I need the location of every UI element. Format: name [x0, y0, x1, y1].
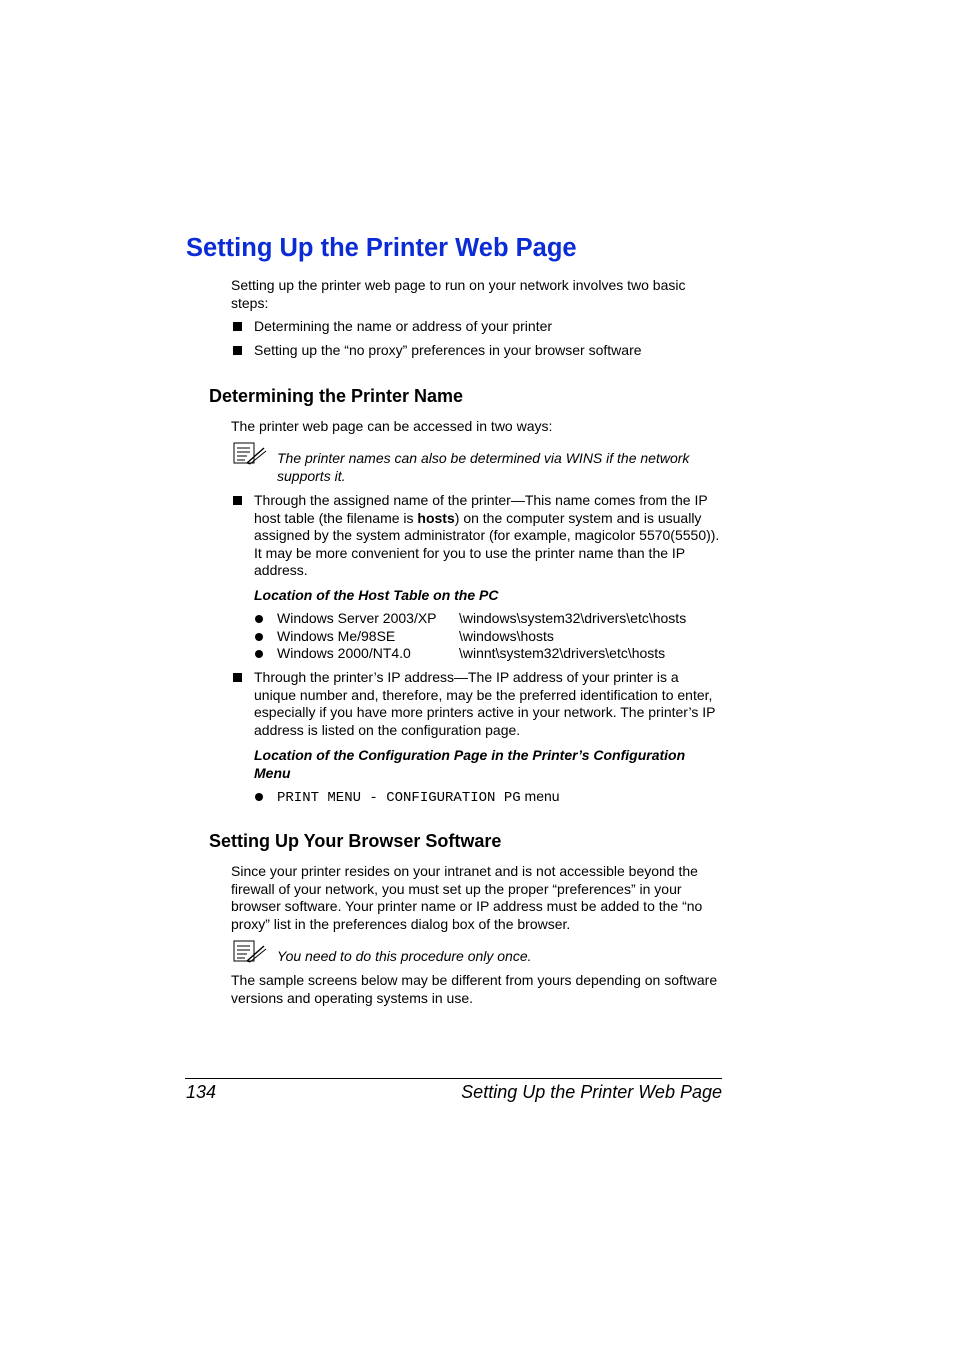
- note-pencil-icon: [233, 442, 267, 466]
- os-name: Windows Server 2003/XP: [277, 610, 437, 626]
- round-bullet-icon: [255, 793, 263, 801]
- round-bullet-icon: [255, 615, 263, 623]
- round-bullet-icon: [255, 650, 263, 658]
- os-name: Windows 2000/NT4.0: [277, 645, 411, 661]
- running-title: Setting Up the Printer Web Page: [461, 1082, 722, 1102]
- section-lead: The printer web page can be accessed in two ways:: [231, 418, 553, 434]
- list-item: [231, 318, 723, 336]
- section-heading: Setting Up Your Browser Software: [209, 831, 502, 851]
- note-text: The printer names can also be determined via WINS if the network supports it.: [277, 450, 690, 484]
- square-bullet-icon: [233, 322, 242, 331]
- list-item: [231, 492, 723, 580]
- subheading-config-page: Location of the Configuration Page in the Printer’s Configuration Menu: [254, 747, 686, 781]
- subheading-host-table: Location of the Host Table on the PC: [254, 587, 499, 603]
- round-bullet-icon: [255, 633, 263, 641]
- section-paragraph: The sample screens below may be different from yours depending on software versions and operating systems in use.: [231, 972, 718, 1006]
- list-item-text: Determining the name or address of your printer: [254, 318, 553, 334]
- intro-paragraph: Setting up the printer web page to run on your network involves two basic steps:: [231, 277, 686, 311]
- footer-divider: [185, 1078, 722, 1079]
- section-paragraph: Since your printer resides on your intranet and is not accessible beyond the firewall of your network, you must set up the proper “preferences” in your browser software. Your printer name or IP address must be added to the “no proxy” list in the preferences dialog box of the browser.: [231, 863, 703, 932]
- note-text: You need to do this procedure only once.: [277, 948, 532, 964]
- list-item: [231, 342, 723, 360]
- os-name: Windows Me/98SE: [277, 628, 396, 644]
- page-title: Setting Up the Printer Web Page: [186, 234, 577, 262]
- note-pencil-icon: [233, 940, 267, 964]
- square-bullet-icon: [233, 673, 242, 682]
- list-item-text: Through the printer’s IP address—The IP address of your printer is a unique number and, therefore, may be the preferred identification to enter, especially if you have more printers active in your network. The printer’s IP address is listed on the configuration page.: [254, 669, 716, 738]
- square-bullet-icon: [233, 496, 242, 505]
- host-path: \windows\system32\drivers\etc\hosts: [459, 610, 687, 626]
- section-heading: Determining the Printer Name: [209, 386, 464, 406]
- list-item: [231, 669, 723, 739]
- list-item-text: Setting up the “no proxy” preferences in your browser software: [254, 342, 642, 358]
- host-path: \winnt\system32\drivers\etc\hosts: [459, 645, 666, 661]
- square-bullet-icon: [233, 346, 242, 355]
- page-number: 134: [186, 1082, 217, 1102]
- host-path: \windows\hosts: [459, 628, 554, 644]
- menu-path: PRINT MENU - CONFIGURATION PG menu: [277, 788, 560, 806]
- list-item-text: Through the assigned name of the printer—This name comes from the IP host table (the filename is hosts) on the computer system and is usually assigned by the system administrator (for example, magicolor 5570(5550)). It may be more convenient for you to use the printer name than the IP address.: [254, 492, 720, 578]
